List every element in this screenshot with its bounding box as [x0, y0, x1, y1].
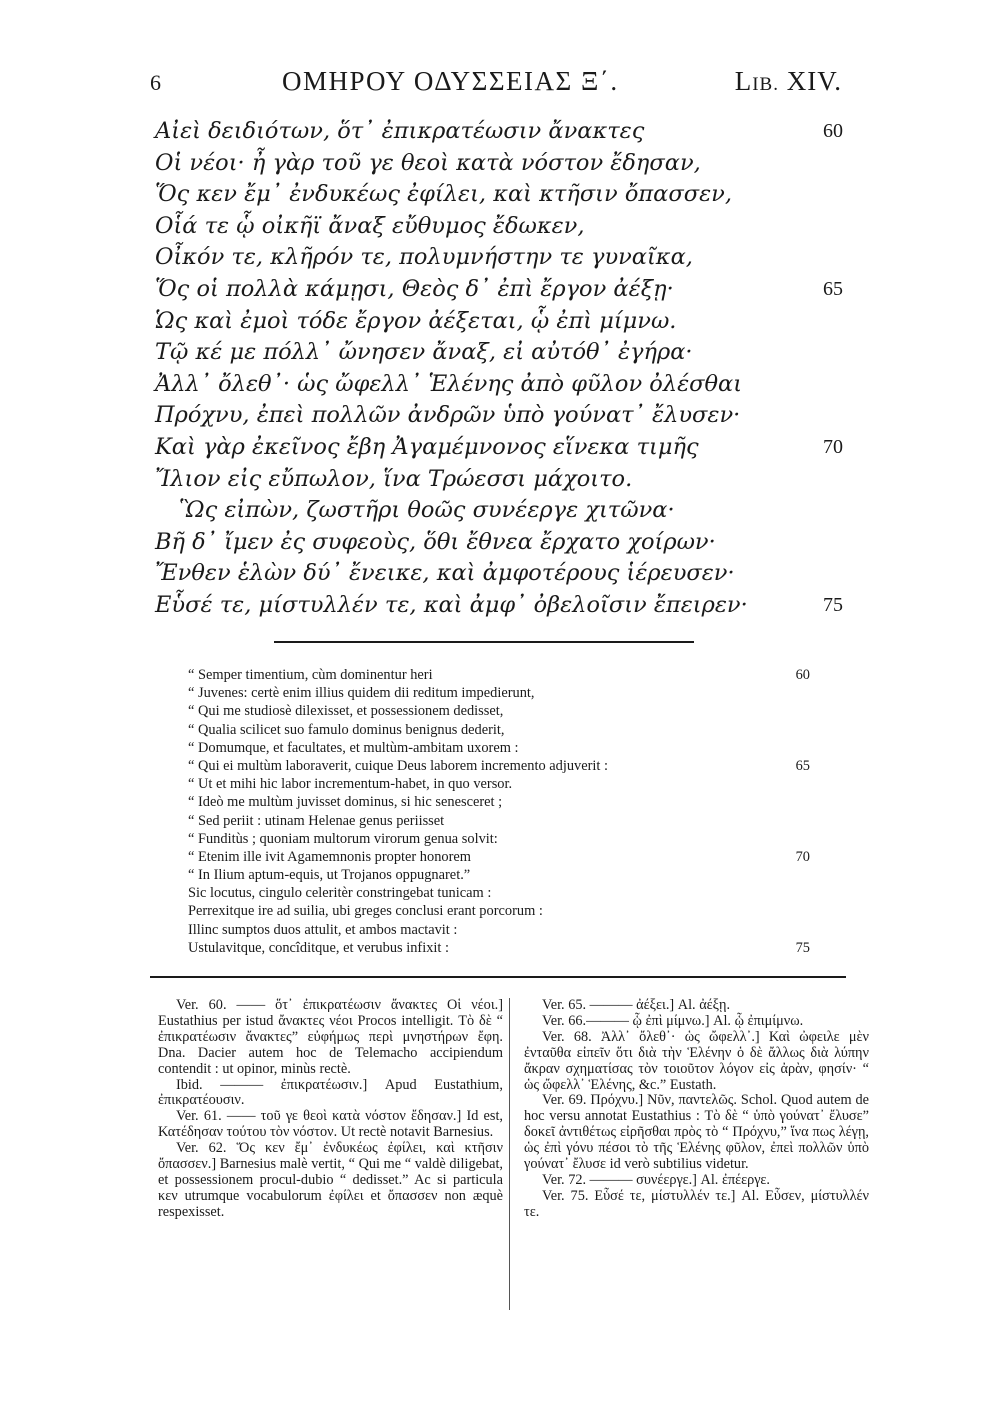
greek-line [155, 211, 845, 243]
greek-line-text: Εὗσέ τε, μίστυλλέν τε, καὶ ἀμφ᾽ ὀβελοῖσιν ἔπειρεν· [155, 591, 748, 618]
latin-line [188, 793, 824, 811]
latin-line-text: “ Qualia scilicet suo famulo dominus benignus dederit, [188, 721, 505, 738]
greek-line [155, 590, 845, 622]
greek-line [155, 400, 845, 432]
footnotes-left-column [158, 998, 503, 1221]
greek-line [155, 116, 845, 148]
latin-line-text: “ Funditùs ; quoniam multorum virorum genua solvit: [188, 830, 498, 847]
greek-line-text: Ὅς κεν ἔμ᾽ ἐνδυκέως ἐφίλει, καὶ κτῆσιν ὄπασσεν, [155, 181, 732, 208]
latin-line-text: Sic locutus, cingulo celeritèr constringebat tunicam : [188, 885, 492, 902]
greek-line-text: Ὣς εἰπὼν, ζωστῆρι θοῶς συνέεργε χιτῶνα· [179, 497, 675, 524]
greek-line [155, 558, 845, 590]
latin-line-text: “ In Ilium aptum-equis, ut Trojanos oppugnaret.” [188, 867, 471, 884]
footnote: Ver. 69. Πρόχνυ.] Νῦν, παντελῶς. Schol. Quod autem de hoc versu annotat Eustathius : Τὸ δὲ “ ὑπὸ γούνατ᾽ ἔλυσε” δοκεῖ ἀντιθέτως εἰρῆσθαι πρὸς τὸ “ Πρόχνυ,” ἵνα πως λέγῃ, ὡς ἐπὶ γόνυ πέσοι τὸ τῆς Ἑλένης φῦλον, ἐπεὶ πολλῶν ὑπὸ γούνατ᾽ ἔλυσε id verò subtilius videtur. [524, 1092, 869, 1173]
column-divider [509, 998, 510, 1310]
section-divider [274, 641, 694, 643]
running-title: ΟΜΗΡΟΥ ΟΔΥΣΣΕΙΑΣ Ξ΄. [282, 66, 619, 96]
line-number: 60 [823, 120, 843, 142]
latin-line [188, 866, 824, 884]
running-header [150, 64, 842, 108]
greek-line-text: Ὡς καὶ ἐμοὶ τόδε ἔργον ἀέξεται, ᾧ ἐπὶ μίμνω. [155, 307, 677, 334]
greek-line [155, 274, 845, 306]
page-number: 6 [150, 70, 161, 95]
footnote: Ver. 68. Ἀλλ᾽ ὄλεθ᾽· ὡς ὤφελλ᾽.] Καὶ ὠφειλε μὲν ἐνταῦθα εἰπεῖν ὅτι διὰ τὴν Ἑλένην ὁ δὲ ἄλλως διὰ λύπην ἄκραν σχηματίσας τὸν τοιοῦτον λόγον εἰς ἀρὰν, φησίν· “ ὡς ὤφελλ᾽ Ἑλένης, &c.” Eustath. [524, 1028, 869, 1093]
line-number: 70 [823, 435, 843, 458]
greek-line-text: Οἶκόν τε, κλῆρόν τε, πολυμνήστην τε γυναῖκα, [155, 244, 693, 271]
greek-line-text: Ἴλιον εἰς εὔπωλον, ἵνα Τρώεσσι μάχοιτο. [155, 465, 633, 492]
greek-line-text: Οἷά τε ᾧ οἰκῆϊ ἄναξ εὔθυμος ἔδωκεν, [155, 212, 585, 239]
line-number: 75 [795, 939, 810, 956]
latin-line [188, 902, 824, 920]
greek-line [155, 432, 845, 464]
footnote: Ver. 60. —— ὅτ᾽ ἐπικρατέωσιν ἄνακτες Οἱ νέοι.] Eustathius per istud ἄνακτες νέοι Procos intelligit. Τὸ δὲ “ ἐπικρατέωσιν ἄνακτες” εὐφήμως περὶ μνηστήρων ἔφη. Dna. Dacier autem hoc de Telemacho accipiendum contendit : ut opinor, minùs rectè. [158, 997, 503, 1077]
latin-line [188, 884, 824, 902]
latin-line-text: Perrexitque ire ad suilia, ubi greges conclusi erant porcorum : [188, 903, 543, 920]
greek-line [155, 337, 845, 369]
latin-line-text: “ Semper timentium, cùm dominentur heri [188, 667, 433, 683]
greek-line [155, 464, 845, 496]
footnote: Ver. 61. —— τοῦ γε θεοὶ κατὰ νόστον ἔδησαν.] Id est, Κατέδησαν τούτου τὸν νόστον. Ut rectè notavit Barnesius. [158, 1108, 503, 1141]
book-label [735, 66, 842, 97]
greek-line [155, 179, 845, 211]
footnote: Ver. 62. Ὅς κεν ἔμ᾽ ἐνδυκέως ἐφίλει, καὶ κτῆσιν ὄπασσεν.] Barnesius malè vertit, “ Qui me “ valdè diligebat, et possessionem procul-dubio “ dedisset.” Ac si particula κεν utrumque vocabulorum ἐφίλει et ὄπασσεν non æquè respexisset. [158, 1140, 503, 1220]
latin-line-text: Illinc sumptos duos attulit, et ambos mactavit : [188, 921, 458, 938]
latin-line-text: “ Ideò me multùm juvisset dominus, si hic senesceret ; [188, 794, 503, 811]
footnote: Ver. 65. ——— ἀέξει.] Al. ἀέξῃ. [542, 997, 731, 1013]
line-number: 65 [795, 757, 810, 774]
book-smallcaps: IB. [752, 74, 779, 95]
latin-line [188, 921, 824, 939]
greek-line [155, 306, 845, 338]
line-number: 60 [795, 667, 810, 683]
line-number: 65 [823, 277, 843, 300]
greek-line-text: Πρόχνυ, ἐπεὶ πολλῶν ἀνδρῶν ὑπὸ γούνατ᾽ ἔλυσεν· [155, 402, 741, 429]
latin-line-text: “ Juvenes: certè enim illius quidem dii reditum impedierunt, [188, 685, 535, 702]
footnote: Ver. 75. Εὗσέ τε, μίστυλλέν τε.] Al. Εὗσεν, μίστυλλέν τε. [524, 1187, 869, 1220]
latin-line [188, 775, 824, 793]
latin-line [188, 721, 824, 739]
greek-verse-block [155, 116, 845, 622]
greek-line-text: Τῷ κέ με πόλλ᾽ ὤνησεν ἄναξ, εἰ αὐτόθ᾽ ἐγήρα· [155, 339, 693, 366]
book-numeral: XIV. [786, 66, 842, 96]
latin-line [188, 684, 824, 702]
latin-line-text: “ Qui me studiosè dilexisset, et possessionem dedisset, [188, 703, 504, 720]
line-number: 70 [795, 848, 810, 865]
footnote-divider [150, 976, 846, 978]
line-number: 75 [823, 593, 843, 616]
latin-line-text: “ Etenim ille ivit Agamemnonis propter honorem [188, 848, 471, 865]
footnote: Ver. 66.——— ᾧ ἐπὶ μίμνω.] Al. ᾧ ἐπιμίμνω. [542, 1012, 804, 1029]
latin-line [188, 939, 824, 957]
latin-line [188, 702, 824, 720]
latin-line-text: “ Sed periit : utinam Helenae genus periisset [188, 812, 445, 829]
latin-line-text: “ Domumque, et facultates, et multùm-ambitam uxorem : [188, 739, 519, 756]
greek-line-text: Οἱ νέοι· ἦ γὰρ τοῦ γε θεοὶ κατὰ νόστον ἔδησαν, [155, 149, 701, 176]
greek-line [155, 495, 845, 527]
greek-line-text: Ὅς οἱ πολλὰ κάμῃσι, Θεὸς δ᾽ ἐπὶ ἔργον ἀέξῃ· [155, 275, 674, 302]
latin-line [188, 757, 824, 775]
latin-line [188, 830, 824, 848]
footnotes-right-column [524, 998, 869, 1221]
footnote: Ver. 72. ——— συνέεργε.] Al. ἐπέεργε. [542, 1171, 770, 1188]
greek-line-text: Βῆ δ᾽ ἴμεν ἐς συφεοὺς, ὅθι ἔθνεα ἔρχατο χοίρων· [155, 528, 716, 555]
greek-line-text: Καὶ γὰρ ἐκεῖνος ἔβη Ἀγαμέμνονος εἵνεκα τιμῆς [155, 433, 699, 460]
latin-translation-block [188, 666, 824, 957]
book-prefix: L [734, 66, 753, 96]
latin-line [188, 812, 824, 830]
greek-line-text: Ἀλλ᾽ ὄλεθ᾽· ὡς ὤφελλ᾽ Ἑλένης ἀπὸ φῦλον ὀλέσθαι [155, 370, 743, 397]
latin-line-text: “ Ut et mihi hic labor incrementum-habet, in quo versor. [188, 776, 513, 793]
latin-line-text: “ Qui ei multùm laboraverit, cuique Deus laborem incremento adjuverit : [188, 757, 608, 774]
greek-line-text: Αἰεὶ δειδιότων, ὅτ᾽ ἐπικρατέωσιν ἄνακτες [155, 118, 645, 144]
greek-line [155, 148, 845, 180]
footnote: Ibid. ——— ἐπικρατέωσιν.] Apud Eustathium, ἐπικρατέουσιν. [158, 1076, 503, 1109]
latin-line [188, 666, 824, 684]
greek-line [155, 369, 845, 401]
greek-line-text: Ἔνθεν ἑλὼν δύ᾽ ἔνεικε, καὶ ἀμφοτέρους ἱέρευσεν· [155, 560, 735, 587]
latin-line-text: Ustulavitque, concîditque, et verubus infixit : [188, 939, 449, 956]
greek-line [155, 527, 845, 559]
greek-line [155, 242, 845, 274]
latin-line [188, 848, 824, 866]
latin-line [188, 739, 824, 757]
